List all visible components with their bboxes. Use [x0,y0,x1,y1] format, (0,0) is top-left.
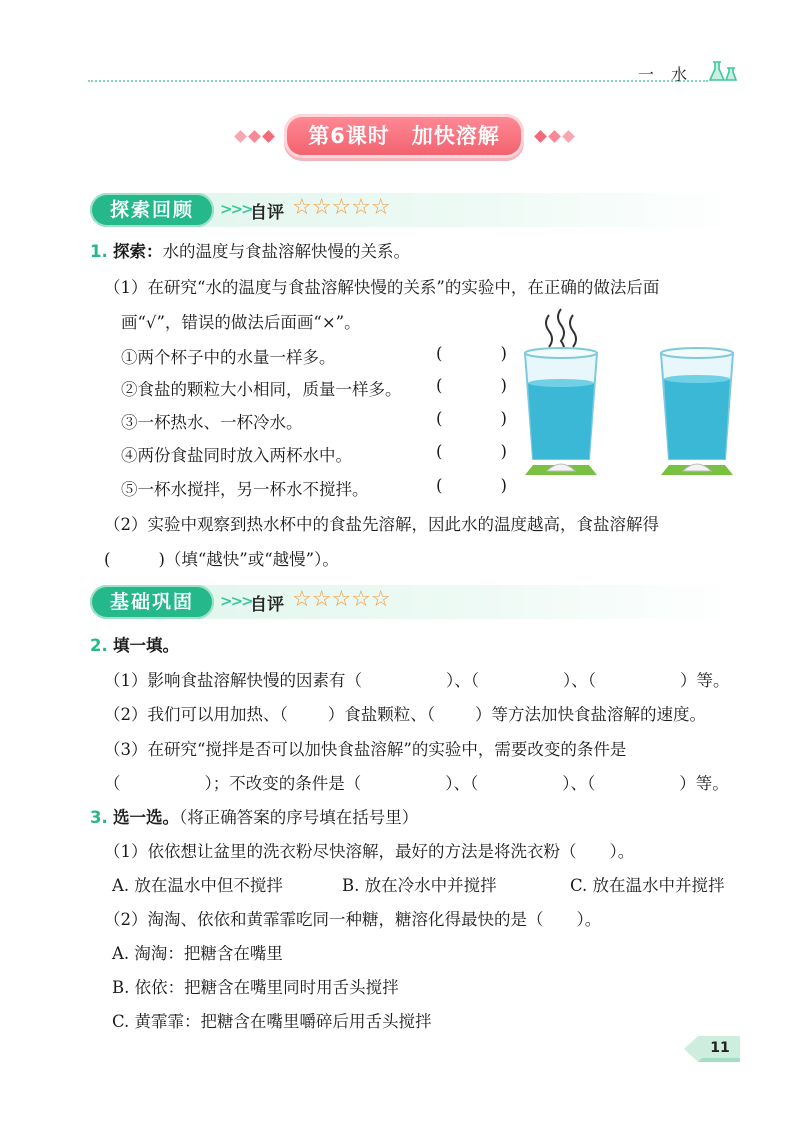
answer-blank[interactable]: ( ) [436,442,507,461]
question-title: 探索： [113,242,163,261]
question-hint: （将正确答案的序号填在括号里） [179,808,419,827]
q1-item [121,409,303,433]
q1-item [121,476,369,500]
lesson-title: 第6课时 加快溶解 [284,114,524,158]
self-eval-label: 自评 [250,203,284,223]
item-text: ⑤一杯水搅拌，另一杯水不搅拌。 [121,480,369,499]
question-number: 3. [90,808,108,827]
question-3 [90,804,418,828]
chapter-title: 一 水 [638,65,694,84]
q1-item [121,344,336,368]
section-label-basics: 基础巩固 [90,585,214,619]
item-text: ①两个杯子中的水量一样多。 [121,348,336,367]
q3-part1: （1）依依想让盆里的洗衣粉尽快溶解，最好的方法是将洗衣粉（ ）。 [104,842,635,861]
q2-line2: （2）我们可以用加热、（ ）食盐颗粒、（ ）等方法加快食盐溶解的速度。 [104,705,706,724]
section-label-explore: 探索回顾 [90,193,214,227]
q1-item [121,376,402,400]
answer-blank[interactable]: ( ) [436,476,507,495]
salt-pile-icon [525,464,597,475]
answer-blank[interactable]: ( ) [436,344,507,363]
q2-line3: （3）在研究“搅拌是否可以加快食盐溶解”的实验中，需要改变的条件是 [104,740,627,759]
option-b[interactable]: B. 放在冷水中并搅拌 [342,876,497,895]
banner-diamond [262,130,275,143]
rating-stars[interactable]: ☆☆☆☆☆ [292,195,391,220]
item-text: ③一杯热水、一杯冷水。 [121,413,303,432]
self-eval-label: 自评 [250,595,284,615]
question-title: 填一填。 [113,636,179,655]
lesson-banner [236,112,572,164]
question-2 [90,632,179,656]
q1-part2-line1: （2）实验中观察到热水杯中的食盐先溶解，因此水的温度越高，食盐溶解得 [104,515,659,534]
item-text: ②食盐的颗粒大小相同，质量一样多。 [121,380,402,399]
answer-blank[interactable]: ( ) [436,376,507,395]
q2-line4: （ ）；不改变的条件是（ ）、（ ）、（ ）等。 [104,774,729,793]
question-number: 2. [90,636,108,655]
answer-blank[interactable]: ( ) [436,409,507,428]
option-b[interactable]: B. 依依：把糖含在嘴里同时用舌头搅拌 [112,978,399,997]
banner-diamond [548,130,561,143]
rating-stars[interactable]: ☆☆☆☆☆ [292,587,391,612]
chevrons-icon: >>> [220,200,252,218]
q2-line1: （1）影响食盐溶解快慢的因素有（ ）、（ ）、（ ）等。 [104,671,730,690]
option-a[interactable]: A. 放在温水中但不搅拌 [112,876,283,895]
banner-diamond [562,130,575,143]
q1-part1-line2: 画“√”，错误的做法后面画“×”。 [121,313,361,332]
experiment-illustration [515,305,745,490]
question-1 [90,238,410,262]
cold-water-beaker-icon [661,348,733,459]
option-a[interactable]: A. 淘淘：把糖含在嘴里 [112,944,283,963]
q3-part2: （2）淘淘、依依和黄霏霏吃同一种糖，糖溶化得最快的是（ ）。 [104,910,602,929]
banner-diamond [534,130,547,143]
q1-part2-line2: ( )（填“越快”或“越慢”）。 [104,550,339,569]
hot-water-beaker-icon [525,348,597,459]
question-title: 选一选。 [113,808,179,827]
question-text: 水的温度与食盐溶解快慢的关系。 [162,242,410,261]
banner-diamond [234,130,247,143]
flask-icon [708,58,742,84]
item-text: ④两份食盐同时放入两杯水中。 [121,446,352,465]
option-c[interactable]: C. 放在温水中并搅拌 [570,876,725,895]
banner-diamond [248,130,261,143]
q1-part1-line1: （1）在研究“水的温度与食盐溶解快慢的关系”的实验中，在正确的做法后面 [104,278,660,297]
page-number: 11 [710,1040,730,1056]
salt-pile-icon [661,464,733,475]
option-c[interactable]: C. 黄霏霏：把糖含在嘴里嚼碎后用舌头搅拌 [112,1012,432,1031]
q1-item [121,442,352,466]
question-number: 1. [90,242,108,261]
chevrons-icon: >>> [220,592,252,610]
header-divider [88,80,708,82]
